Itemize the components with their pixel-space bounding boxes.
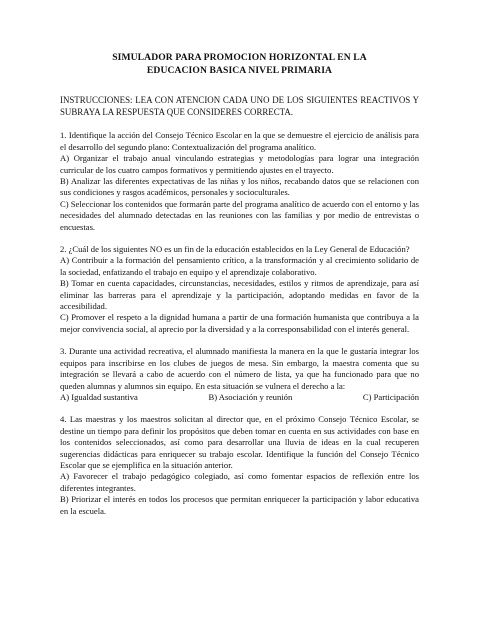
question-1-option-b[interactable]: B) Analizar las diferentes expectativas de las niñas y los niños, recabando datos que se relacionen con sus condiciones y rasgos académicos, personales y socioculturales. <box>60 176 419 198</box>
question-3-option-b[interactable]: B) Asociación y reunión <box>208 391 293 402</box>
question-1-option-a[interactable]: A) Organizar el trabajo anual vinculando estrategias y metodologías para lograr una integración curricular de los cuatro campos formativos y permitiendo ajustes en el trayecto. <box>60 153 419 175</box>
question-3 <box>60 346 419 403</box>
question-2-stem: 2. ¿Cuál de los siguientes NO es un fin de la educación establecidos en la Ley General de Educación? <box>60 244 410 255</box>
question-3-option-a[interactable]: A) Igualdad sustantiva <box>60 391 138 402</box>
question-3-options-row <box>60 392 419 403</box>
document-title <box>60 52 419 77</box>
question-4-stem: 4. Las maestras y los maestros solicitan al director que, en el próximo Consejo Técnico Escolar, se destine un tiempo para definir los propósitos que deben tomar en cuenta en sus actividades con base en los contenidos seleccionados, así como para desarrollar una lluvia de ideas en la cual recuperen sugerencias didácticas para enriquecer su trabajo escolar. Identifique la función del Consejo Técnico Escolar que se ejemplifica en la situación anterior. <box>60 414 419 470</box>
question-2 <box>60 244 419 335</box>
document-page <box>60 52 419 528</box>
question-3-stem: 3. Durante una actividad recreativa, el alumnado manifiesta la manera en la que le gustaría integrar los equipos para inscribirse en los clubes de juegos de mesa. Sin embargo, la maestra comenta que su integración se llevará a cabo de acuerdo con el número de lista, ya que ha funcionado para que no queden alumnas y alumnos sin equipo. En esta situación se vulnera el derecho a la: <box>60 346 419 391</box>
question-4-option-a[interactable]: A) Favorecer el trabajo pedagógico colegiado, así como fomentar espacios de reflexión entre los diferentes integrantes. <box>60 471 419 493</box>
question-3-option-c[interactable]: C) Participación <box>362 391 419 402</box>
instructions-text: INSTRUCCIONES: LEA CON ATENCION CADA UNO DE LOS SIGUIENTES REACTIVOS Y SUBRAYA LA RESPUESTA QUE CONSIDERES CORRECTA. <box>60 95 419 117</box>
question-1-stem: 1. Identifique la acción del Consejo Técnico Escolar en la que se demuestre el ejercicio de análisis para el desarrollo del segundo plano: Contextualización del programa analítico. <box>60 130 419 152</box>
question-2-option-c[interactable]: C) Promover el respeto a la dignidad humana a partir de una formación humanista que contribuya a la mejor convivencia social, al aprecio por la diversidad y a la corresponsabilidad con el interés general. <box>60 312 419 334</box>
question-1 <box>60 130 419 233</box>
question-2-option-b[interactable]: B) Tomar en cuenta capacidades, circunstancias, necesidades, estilos y ritmos de aprendizaje, para así eliminar las barreras para el aprendizaje y la participación, adoptando medidas en favor de la accesibilidad. <box>60 278 419 312</box>
title-line-2: EDUCACION BASICA NIVEL PRIMARIA <box>146 64 333 76</box>
question-2-option-a[interactable]: A) Contribuir a la formación del pensamiento crítico, a la transformación y al crecimiento solidario de la sociedad, enfatizando el trabajo en equipo y el aprendizaje colaborativo. <box>60 255 419 277</box>
question-1-option-c[interactable]: C) Seleccionar los contenidos que formarán parte del programa analítico de acuerdo con el entorno y las necesidades del alumnado detectadas en las reuniones con las familias y por medio de entrevistas o encuestas. <box>60 198 419 232</box>
question-4 <box>60 414 419 517</box>
question-4-option-b[interactable]: B) Priorizar el interés en todos los procesos que permitan enriquecer la participación y labor educativa en la escuela. <box>60 494 419 516</box>
title-line-1: SIMULADOR PARA PROMOCION HORIZONTAL EN LA <box>112 52 367 63</box>
